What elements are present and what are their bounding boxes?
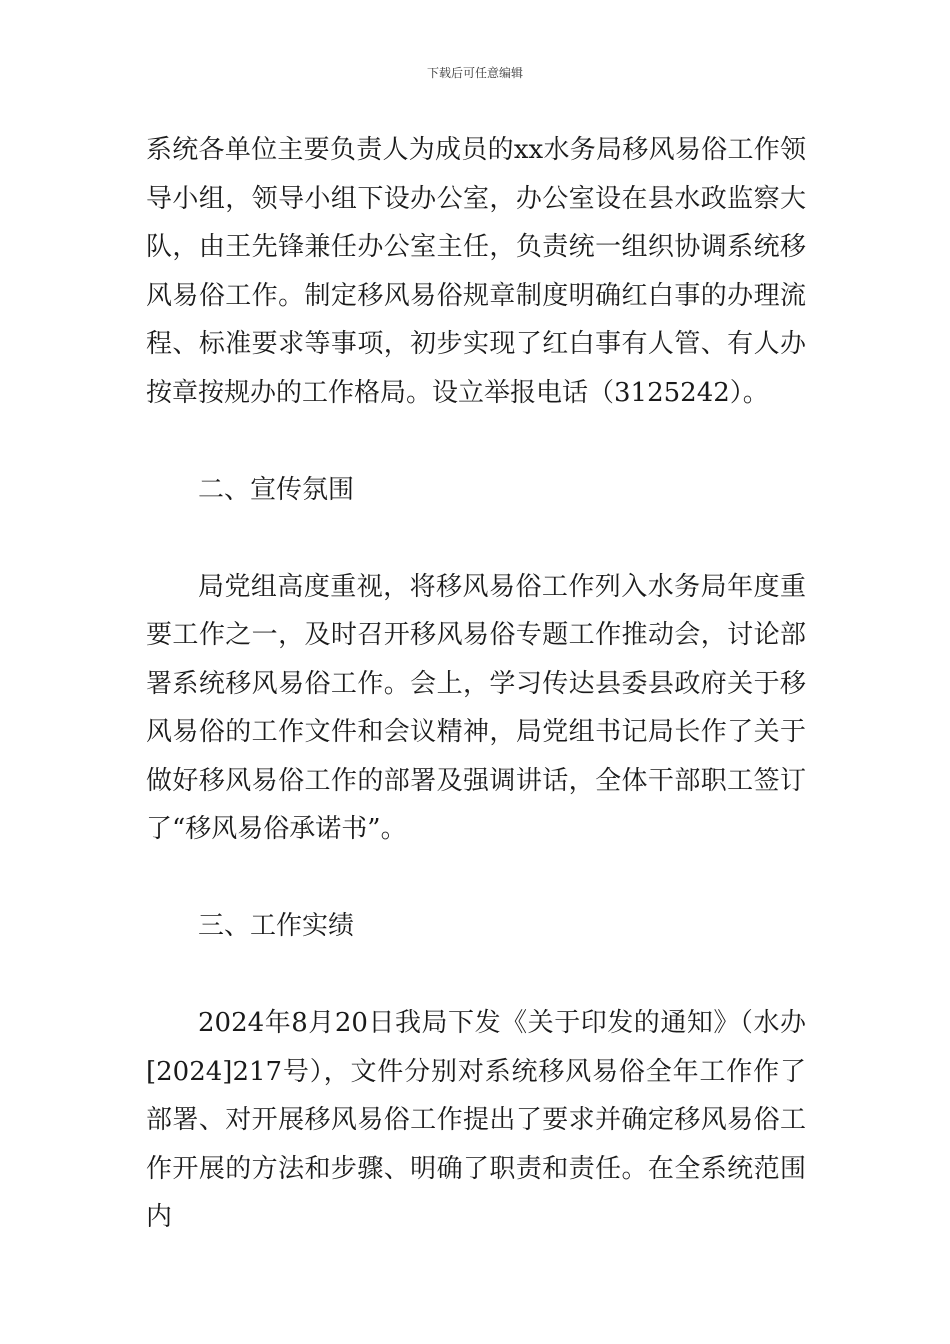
paragraph-gap [146,514,806,563]
paragraph-gap [146,951,806,1000]
section-heading-publicity: 二、宣传氛围 [198,474,355,505]
paragraph-gap [146,854,806,903]
header-note: 下载后可任意编辑 [426,66,523,80]
paragraph-leadership-group: 系统各单位主要负责人为成员的xx水务局移风易俗工作领导小组，领导小组下设办公室，办公室设在县水政监察大队，由王先锋兼任办公室主任，负责统一组织协调系统移风易俗工作。制定移风易俗规章制度明确红白事的办理流程、标准要求等事项，初步实现了红白事有人管、有人办按章按规办的工作格局。设立举报电话（3125242）。 [146,135,806,408]
paragraph-publicity: 局党组高度重视，将移风易俗工作列入水务局年度重要工作之一，及时召开移风易俗专题工作推动会，讨论部署系统移风易俗工作。会上，学习传达县委县政府关于移风易俗的工作文件和会议精神，局党组书记局长作了关于做好移风易俗工作的部署及强调讲话，全体干部职工签订了“移风易俗承诺书”。 [146,571,806,844]
paragraph-achievements: 2024年8月20日我局下发《关于印发的通知》（水办[2024]217号），文件分别对系统移风易俗全年工作作了部署、对开展移风易俗工作提出了要求并确定移风易俗工作开展的方法和步骤、明确了职责和责任。在全系统范围内 [146,1008,806,1232]
section-heading-achievements: 三、工作实绩 [198,911,355,941]
document-body [146,126,806,1242]
paragraph-gap [146,417,806,466]
